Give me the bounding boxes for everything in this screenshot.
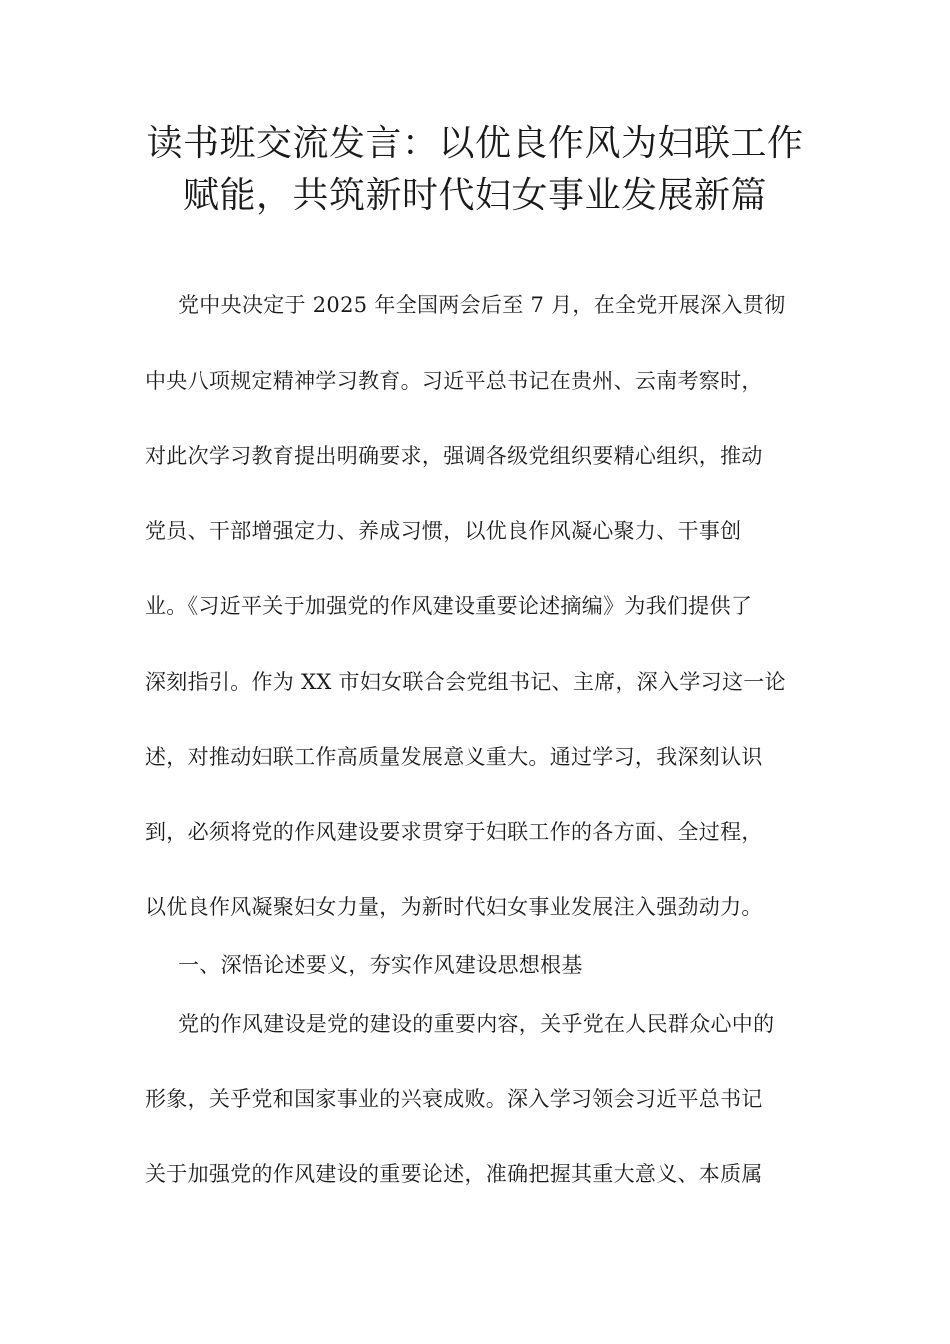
paragraph-1-line-1: 党中央决定于 2025 年全国两会后至 7 月，在全党开展深入贯彻 <box>178 293 786 317</box>
paragraph-1-line-2: 中央八项规定精神学习教育。习近平总书记在贵州、云南考察时， <box>145 369 763 393</box>
paragraph-1-line-9: 以优良作风凝聚妇女力量，为新时代妇女事业发展注入强劲动力。 <box>145 895 763 919</box>
document-title <box>120 118 830 222</box>
paragraph-1-line-4: 党员、干部增强定力、养成习惯，以优良作风凝心聚力、干事创 <box>145 519 742 543</box>
title-line-2: 赋能，共筑新时代妇女事业发展新篇 <box>182 175 767 216</box>
paragraph-1-line-8: 到，必须将党的作风建设要求贯穿于妇联工作的各方面、全过程， <box>145 820 763 844</box>
paragraph-1-line-3: 对此次学习教育提出明确要求，强调各级党组织要精心组织，推动 <box>145 444 763 468</box>
paragraph-2-line-1: 党的作风建设是党的建设的重要内容，关乎党在人民群众心中的 <box>178 1012 775 1036</box>
paragraph-1-line-7: 述，对推动妇联工作高质量发展意义重大。通过学习，我深刻认识 <box>145 745 763 769</box>
paragraph-1-line-5: 业。《习近平关于加强党的作风建设重要论述摘编》为我们提供了 <box>145 594 753 618</box>
section-heading-1: 一、深悟论述要义，夯实作风建设思想根基 <box>178 953 583 977</box>
paragraph-1-line-6: 深刻指引。作为 XX 市妇女联合会党组书记、主席，深入学习这一论 <box>145 670 786 694</box>
paragraph-2-line-2: 形象，关乎党和国家事业的兴衰成败。深入学习领会习近平总书记 <box>145 1087 763 1111</box>
paragraph-2-line-3: 关于加强党的作风建设的重要论述，准确把握其重大意义、本质属 <box>145 1162 763 1186</box>
title-line-1: 读书班交流发言：以优良作风为妇联工作 <box>146 123 804 164</box>
